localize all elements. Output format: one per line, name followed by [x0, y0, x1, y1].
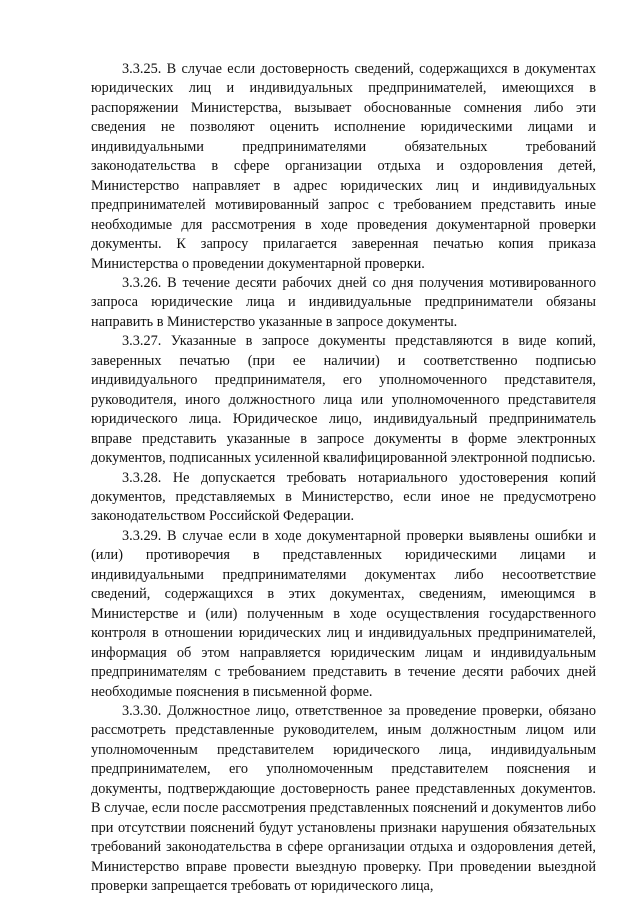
paragraph-3-3-27: 3.3.27. Указанные в запросе документы представляются в виде копий, заверенных печатью (при ее наличии) и соответственно подписью индивидуального предпринимателя, его уполномоченного представителя, руководителя, иного должностного лица или уполномоченного представителя юридического лица. Юридическое лицо, индивидуальный предприниматель вправе представить указанные в запросе документы в форме электронных документов, подписанных усиленной квалифицированной электронной подписью.	[91, 333, 596, 467]
paragraph-3-3-29: 3.3.29. В случае если в ходе документарной проверки выявлены ошибки и (или) противоречия в представленных юридическими лицами и индивидуальными предпринимателями документах либо несоответствие сведений, содержащихся в этих документах, сведениям, имеющимся в Министерстве и (или) полученным в ходе осуществления государственного контроля в отношении юридических лиц и индивидуальных предпринимателей, информация об этом направляется юридическим лицам и индивидуальным предпринимателям с требованием представить в течение десяти рабочих дней необходимые пояснения в письменной форме.	[91, 527, 596, 700]
paragraph-3-3-25: 3.3.25. В случае если достоверность сведений, содержащихся в документах юридических лиц и индивидуальных предпринимателей, имеющихся в распоряжении Министерства, вызывает обоснованные сомнения либо эти сведения не позволяют оценить исполнение юридическими лицами и индивидуальными предпринимателями обязательных требований законодательства в сфере организации отдыха и оздоровления детей, Министерство направляет в адрес юридических лиц и индивидуальных предпринимателей мотивированный запрос с требованием представить иные необходимые для рассмотрения в ходе проведения документарной проверки документы. К запросу прилагается заверенная печатью копия приказа Министерства о проведении документарной проверки.	[91, 61, 596, 272]
paragraph-3-3-28: 3.3.28. Не допускается требовать нотариального удостоверения копий документов, представляемых в Министерство, если иное не предусмотрено законодательством Российской Федерации.	[91, 469, 596, 525]
paragraph-3-3-30: 3.3.30. Должностное лицо, ответственное за проведение проверки, обязано рассмотреть представленные руководителем, иным должностным лицом или уполномоченным представителем юридического лица, индивидуальным предпринимателем, его уполномоченным представителем пояснения и документы, подтверждающие достоверность ранее представленных документов. В случае, если после рассмотрения представленных пояснений и документов либо при отсутствии пояснений будут установлены признаки нарушения обязательных требований законодательства в сфере организации отдыха и оздоровления детей, Министерство вправе провести выездную проверку. При проведении выездной проверки запрещается требовать от юридического лица,	[91, 702, 596, 895]
paragraph-3-3-26: 3.3.26. В течение десяти рабочих дней со дня получения мотивированного запроса юридические лица и индивидуальные предприниматели обязаны направить в Министерство указанные в запросе документы.	[91, 274, 596, 330]
document-page	[91, 60, 596, 896]
